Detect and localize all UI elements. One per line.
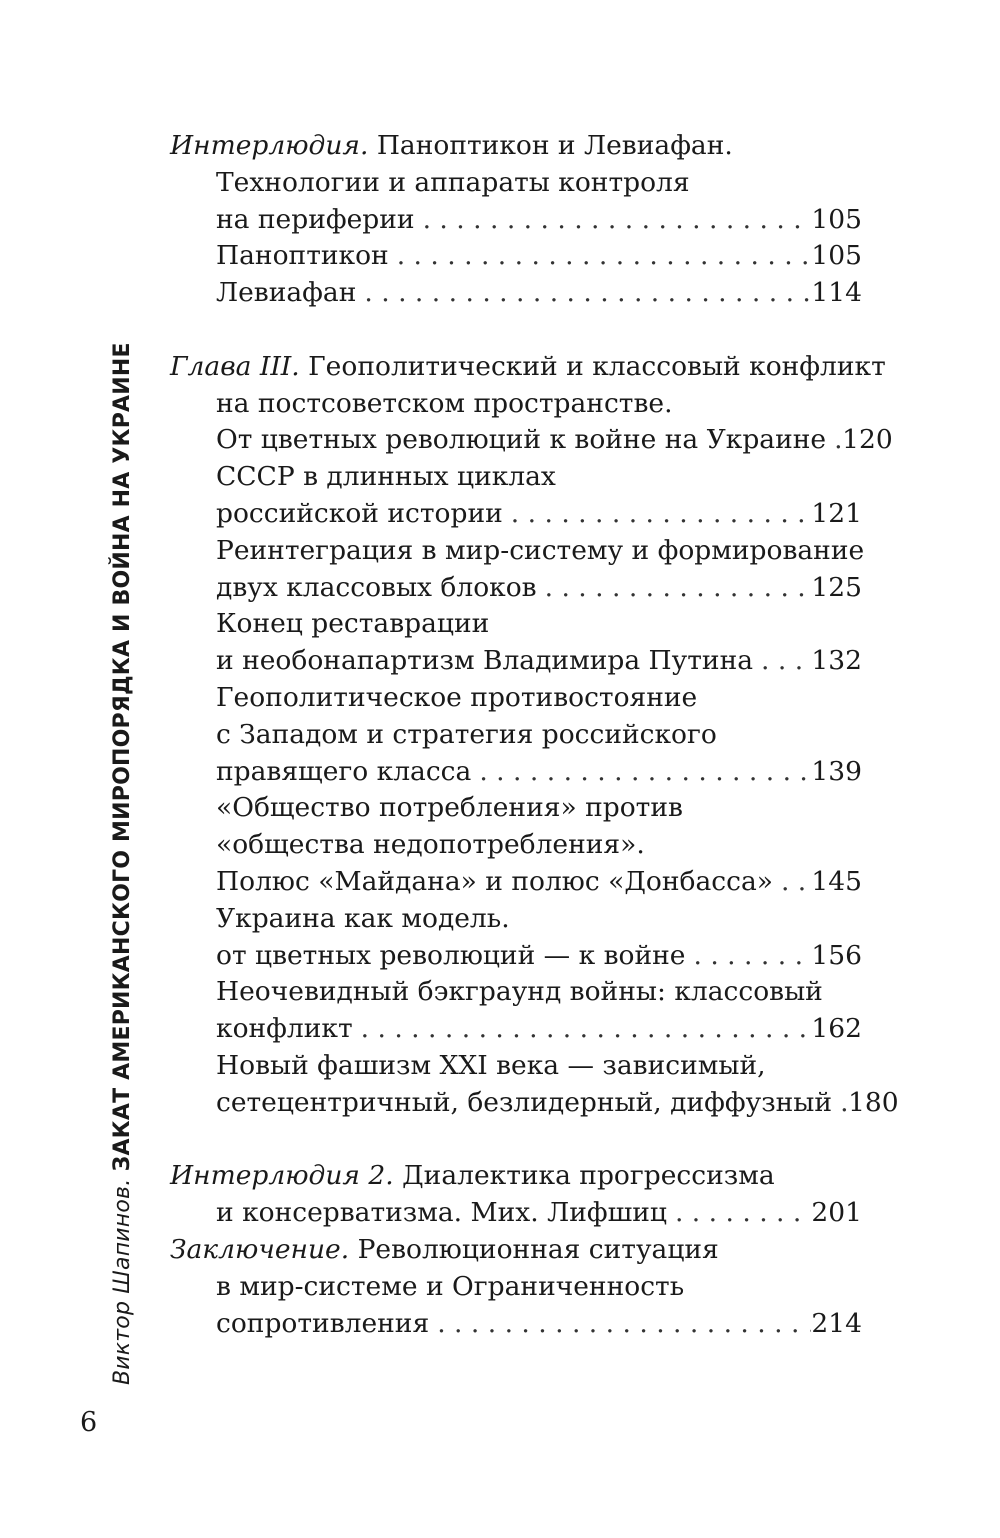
- toc-entry-title-line: Новый фашизм XXI века — зависимый,: [216, 1049, 766, 1081]
- toc-heading-continuation: в мир-системе и Ограниченность: [216, 1270, 685, 1302]
- toc-entry-line[interactable]: [170, 1306, 862, 1343]
- toc-heading: [170, 349, 886, 386]
- toc-page-number: 105: [811, 240, 862, 272]
- toc-entry-line[interactable]: [170, 864, 862, 901]
- dot-leader: [773, 864, 811, 901]
- toc-entry-line[interactable]: [170, 422, 893, 459]
- toc-entry-text: и консерватизма. Мих. Лифшиц: [216, 1197, 667, 1229]
- toc-entry-line[interactable]: [170, 643, 862, 680]
- toc-entry-line[interactable]: [170, 1085, 899, 1122]
- toc-heading-continuation: Технологии и аппараты контроля: [216, 166, 690, 198]
- dot-leader: [356, 275, 811, 312]
- toc-entry-title-line: Украина как модель.: [216, 902, 510, 934]
- toc-heading: [170, 1158, 862, 1195]
- spine-author: Виктор Шапинов.: [110, 1178, 135, 1385]
- toc-page-number: 139: [811, 755, 862, 787]
- toc-page-number: 125: [811, 571, 862, 603]
- dot-leader: [685, 938, 811, 975]
- toc-entry-line[interactable]: [170, 1011, 862, 1048]
- toc-entry-text: От цветных революций к войне на Украине: [216, 424, 827, 456]
- toc-entry-text: от цветных революций — к войне: [216, 939, 686, 971]
- toc-entry-line[interactable]: [170, 496, 862, 533]
- toc-entry-text: Полюс «Майдана» и полюс «Донбасса»: [216, 865, 773, 897]
- toc-entry-title-line: СССР в длинных циклах: [216, 461, 556, 493]
- dot-leader: [537, 570, 812, 607]
- toc-page-number: 180: [848, 1086, 899, 1118]
- dot-leader: [503, 496, 812, 533]
- toc-page-number: 105: [811, 203, 862, 235]
- toc-heading-label: Заключение.: [170, 1233, 350, 1265]
- toc-heading-label: Интерлюдия 2.: [170, 1160, 394, 1192]
- toc-page-number: 201: [811, 1197, 862, 1229]
- spine-book-title: ЗАКАТ АМЕРИКАНСКОГО МИРОПОРЯДКА И ВОЙНА НА УКРАИНЕ: [110, 342, 135, 1172]
- toc-entry-title-line: Неочевидный бэкграунд войны: классовый: [216, 976, 823, 1008]
- table-of-contents: [170, 128, 899, 1342]
- toc-entry-line[interactable]: [170, 238, 862, 275]
- toc-entry-text: сетецентричный, безлидерный, диффузный: [216, 1086, 833, 1118]
- toc-page-number: 145: [811, 865, 862, 897]
- dot-leader: [753, 643, 811, 680]
- toc-page-number: 132: [811, 645, 862, 677]
- toc-heading-continuation: на постсоветском пространстве.: [216, 387, 673, 419]
- toc-entry-title-line: «Общество потребления» против: [216, 792, 683, 824]
- toc-heading-title: Паноптикон и Левиафан.: [376, 130, 733, 161]
- toc-entry-text: Левиафан: [216, 277, 357, 309]
- dot-leader: [415, 202, 812, 239]
- dot-leader: [353, 1011, 812, 1048]
- dot-leader: [667, 1195, 811, 1232]
- toc-entry-text: конфликт: [216, 1013, 353, 1045]
- toc-heading-label: Глава III.: [170, 350, 300, 382]
- toc-entry-text: и необонапартизм Владимира Путина: [216, 645, 754, 677]
- toc-heading-title: Революционная ситуация: [357, 1233, 719, 1265]
- toc-heading: [170, 128, 862, 165]
- toc-entry-title-line: «общества недопотребления».: [216, 829, 645, 861]
- toc-page-number: 121: [811, 497, 862, 529]
- toc-entry-text: российской истории: [216, 497, 503, 529]
- toc-heading-title: Геополитический и классовый конфликт: [308, 350, 886, 382]
- toc-entry-title-line: Конец реставрации: [216, 608, 490, 640]
- toc-page-number: 214: [811, 1307, 862, 1339]
- toc-page-number: 114: [811, 277, 862, 309]
- toc-entry-line[interactable]: [170, 938, 862, 975]
- page-number: 6: [80, 1407, 98, 1438]
- toc-entry-line[interactable]: [170, 275, 862, 312]
- dot-leader: [826, 422, 842, 459]
- toc-page-number: 120: [842, 424, 893, 456]
- toc-entry-text: сопротивления: [216, 1307, 430, 1339]
- toc-entry-line[interactable]: [170, 1195, 862, 1232]
- spine-running-head: [110, 342, 135, 1385]
- toc-heading: [170, 1232, 862, 1269]
- toc-entry-text: Паноптикон: [216, 240, 389, 272]
- toc-entry-text: на периферии: [216, 203, 415, 235]
- dot-leader: [389, 238, 812, 275]
- dot-leader: [832, 1085, 848, 1122]
- toc-interlude-1: [170, 128, 862, 312]
- toc-entry-line[interactable]: [170, 570, 862, 607]
- toc-page-number: 156: [811, 939, 862, 971]
- toc-entry-line[interactable]: [170, 754, 862, 791]
- toc-entry-line[interactable]: [170, 202, 862, 239]
- toc-heading-label: Интерлюдия.: [170, 130, 369, 161]
- toc-page-number: 162: [811, 1013, 862, 1045]
- toc-interlude-2: [170, 1158, 862, 1232]
- toc-chapter-3: [170, 349, 899, 1122]
- dot-leader: [429, 1306, 811, 1343]
- toc-entry-title-line: Геополитическое противостояние: [216, 681, 698, 713]
- toc-heading-title: Диалектика прогрессизма: [402, 1160, 775, 1192]
- toc-entry-text: двух классовых блоков: [216, 571, 537, 603]
- toc-entry-title-line: Реинтеграция в мир-систему и формирование: [216, 534, 865, 566]
- toc-entry-title-line: с Западом и стратегия российского: [216, 718, 717, 750]
- toc-entry-text: правящего класса: [216, 755, 472, 787]
- dot-leader: [471, 754, 811, 791]
- toc-conclusion: [170, 1232, 862, 1342]
